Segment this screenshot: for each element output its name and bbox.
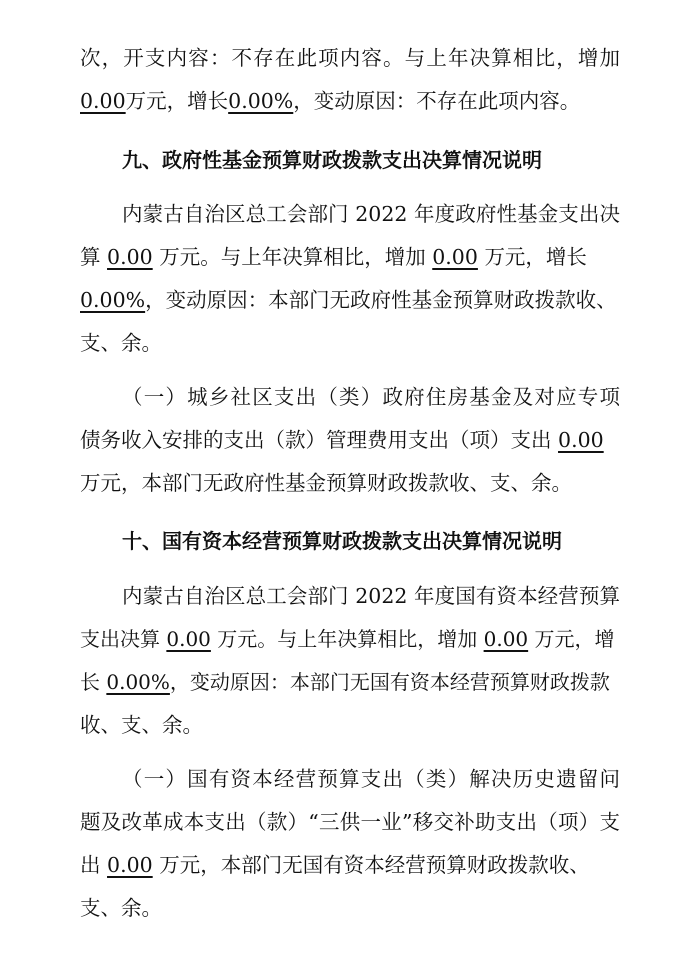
text-line xyxy=(80,711,620,739)
text-line xyxy=(80,44,620,72)
text-run: 收、支、余。 xyxy=(80,713,203,737)
amount-value: 0.00 xyxy=(558,428,604,452)
text-line xyxy=(80,286,620,314)
text-run: （一）国有资本经营预算支出（类）解决历史遗留问 xyxy=(122,767,620,791)
text-line xyxy=(80,668,620,696)
text-run: 出 xyxy=(80,853,101,877)
text-run: 支、余。 xyxy=(80,331,162,355)
text-run: 次，开支内容：不存在此项内容。与上年决算相比，增加 xyxy=(80,46,620,70)
growth-rate-value: 0.00% xyxy=(80,288,146,312)
text-run: 题及改革成本支出（款）“三供一业”移交补助支出（项）支 xyxy=(80,810,620,834)
text-line xyxy=(80,894,620,922)
text-run: 长 xyxy=(80,670,100,694)
text-line xyxy=(80,469,620,497)
text-line xyxy=(122,765,620,793)
text-line xyxy=(122,200,620,228)
text-run: 万元。与上年决算相比，增加 xyxy=(217,627,478,651)
text-run: ，变动原因：本部门无国有资本经营预算财政拨款 xyxy=(169,670,610,694)
text-run: 万元，本部门无政府性基金预算财政拨款收、支、余。 xyxy=(80,471,572,495)
text-run: 支出决算 xyxy=(80,627,160,651)
growth-rate-value: 0.00% xyxy=(106,670,170,694)
growth-rate-value: 0.00% xyxy=(228,89,294,113)
text-line xyxy=(80,87,620,115)
text-line xyxy=(80,329,620,357)
amount-value: 0.00 xyxy=(483,627,529,651)
amount-value: 0.00 xyxy=(432,245,478,269)
amount-value: 0.00 xyxy=(166,627,211,651)
text-line xyxy=(80,625,620,653)
text-run: ，变动原因：本部门无政府性基金预算财政拨款收、 xyxy=(145,288,617,312)
text-run: 债务收入安排的支出（款）管理费用支出（项）支出 xyxy=(80,428,552,452)
section-heading-9: 九、政府性基金预算财政拨款支出决算情况说明 xyxy=(122,148,542,172)
amount-value: 0.00 xyxy=(80,89,126,113)
amount-value: 0.00 xyxy=(107,853,153,877)
text-run: ，变动原因：不存在此项内容。 xyxy=(293,89,581,113)
text-run: 万元，增 xyxy=(534,627,615,651)
text-run: 万元，增长 xyxy=(484,245,587,269)
text-run: 内蒙古自治区总工会部门 2022 年度国有资本经营预算 xyxy=(122,584,620,608)
text-line xyxy=(122,383,620,411)
text-line xyxy=(80,851,620,879)
text-run: 支、余。 xyxy=(80,896,162,920)
text-line xyxy=(80,243,620,271)
section-heading-10: 十、国有资本经营预算财政拨款支出决算情况说明 xyxy=(122,529,562,553)
text-line xyxy=(80,426,620,454)
text-run: （一）城乡社区支出（类）政府住房基金及对应专项 xyxy=(122,385,620,409)
amount-value: 0.00 xyxy=(107,245,153,269)
text-line xyxy=(122,582,620,610)
text-run: 算 xyxy=(80,245,101,269)
text-line xyxy=(80,808,620,836)
text-run: 万元，增长 xyxy=(125,89,229,113)
text-run: 内蒙古自治区总工会部门 2022 年度政府性基金支出决 xyxy=(122,202,620,226)
text-run: 万元，本部门无国有资本经营预算财政拨款收、 xyxy=(159,853,590,877)
text-run: 万元。与上年决算相比，增加 xyxy=(159,245,426,269)
